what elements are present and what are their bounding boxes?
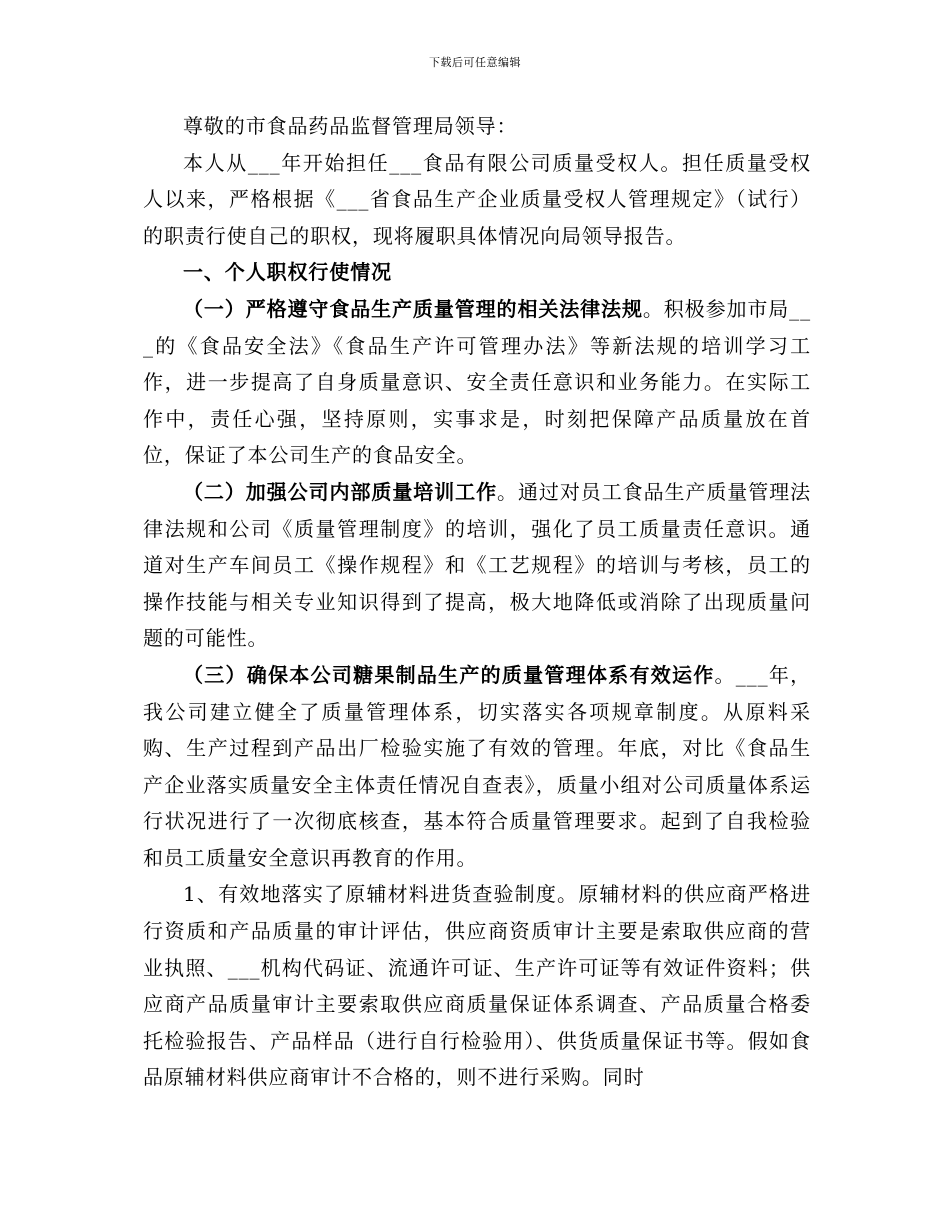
item-lead-1: （一）严格遵守食品生产质量管理的相关法律法规 [183, 296, 643, 321]
item-body-2: 。通过对员工食品生产质量管理法律法规和公司《质量管理制度》的培训，强化了员工质量责任意识。通道对生产车间员工《操作规程》和《工艺规程》的培训与考核，员工的操作技能与相关专业知识得到了提高，极大地降低或消除了出现质量问题的可能性。 [143, 479, 812, 651]
item-paragraph-3 [143, 657, 811, 877]
salutation: 尊敬的市食品药品监督管理局领导： [183, 114, 518, 138]
item-lead-2: （二）加强公司内部质量培训工作 [183, 479, 498, 504]
item-body-3: 。___年，我公司建立健全了质量管理体系，切实落实各项规章制度。从原料采购、生产过程到产品出厂检验实施了有效的管理。年底，对比《食品生产企业落实质量安全主体责任情况自查表》，质量小组对公司质量体系运行状况进行了一次彻底核查，基本符合质量管理要求。起到了自我检验和员工质量安全意识再教育的作用。 [143, 662, 811, 870]
item-lead-3: （三）确保本公司糖果制品生产的质量管理体系有效运作 [183, 662, 715, 687]
item-body-1: 。积极参加市局___的《食品安全法》《食品生产许可管理办法》等新法规的培训学习工作，进一步提高了自身质量意识、安全责任意识和业务能力。在实际工作中，责任心强，坚持原则，实事求是，时刻把保障产品质量放在首位，保证了本公司生产的食品安全。 [143, 296, 811, 468]
page-header: 下载后可任意编辑 [429, 56, 521, 69]
point-paragraph-1: 1、有效地落实了原辅材料进货查验制度。原辅材料的供应商严格进行资质和产品质量的审计评估，供应商资质审计主要是索取供应商的营业执照、___机构代码证、流通许可证、生产许可证等有效证件资料；供应商产品质量审计主要索取供应商质量保证体系调查、产品质量合格委托检验报告、产品样品（进行自行检验用）、供货质量保证书等。假如食品原辅材料供应商审计不合格的，则不进行采购。同时 [143, 882, 811, 1090]
item-paragraph-1 [143, 291, 811, 474]
document-body [143, 108, 811, 1096]
item-paragraph-2 [143, 474, 811, 657]
section-heading: 一、个人职权行使情况 [183, 260, 392, 285]
intro-paragraph: 本人从___年开始担任___食品有限公司质量受权人。担任质量受权人以来，严格根据《___省食品生产企业质量受权人管理规定》（试行）的职责行使自己的职权，现将履职具体情况向局领导报告。 [143, 150, 811, 248]
